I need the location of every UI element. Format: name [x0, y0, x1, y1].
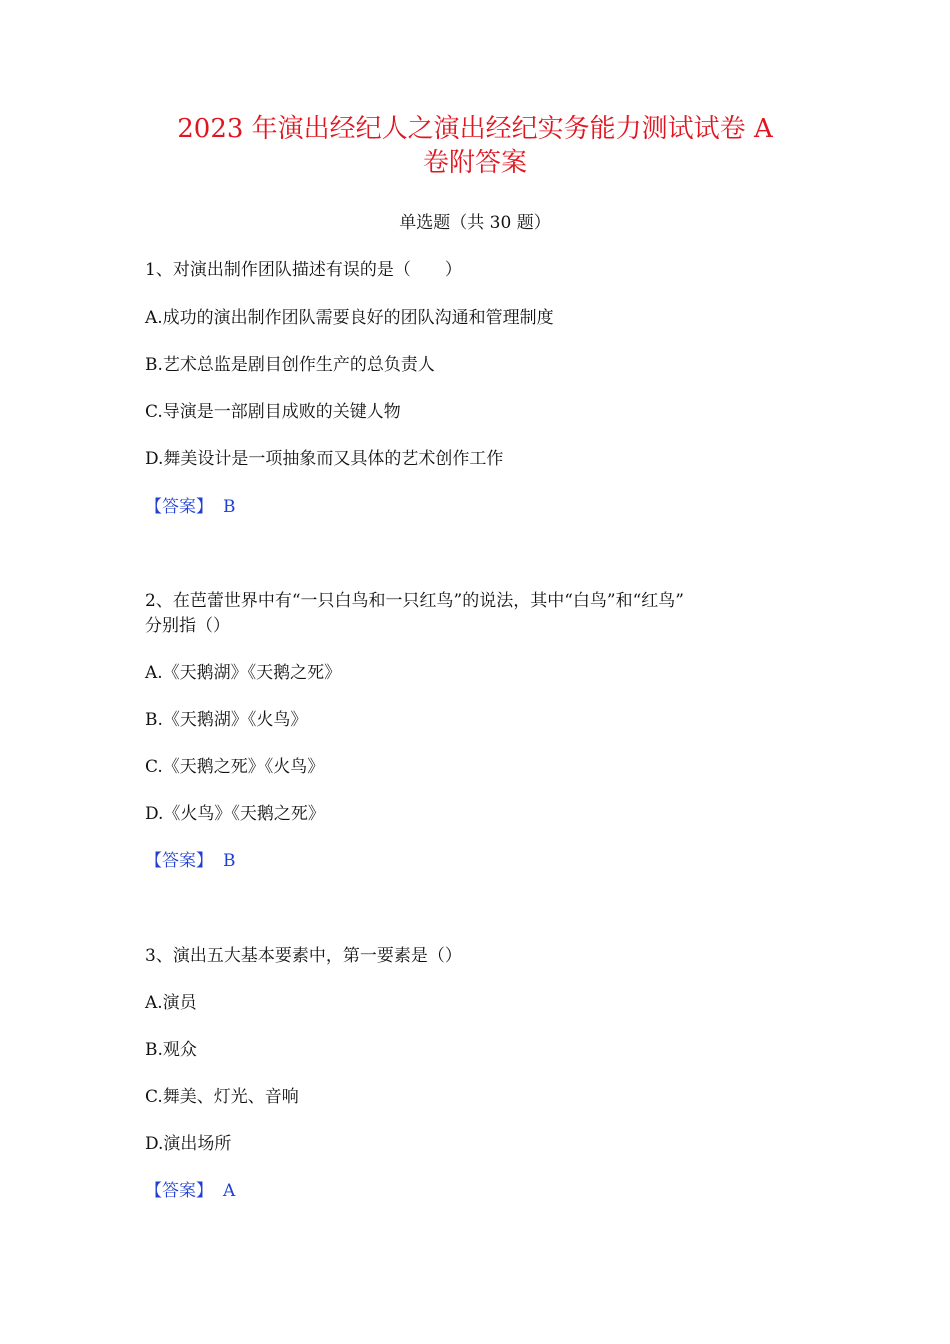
answer-label: 【答案】	[145, 497, 213, 517]
question-1-stem: 1、对演出制作团队描述有误的是（ ）	[145, 260, 462, 280]
question-1-answer	[145, 494, 236, 520]
question-2-stem: 2、在芭蕾世界中有“一只白鸟和一只红鸟”的说法，其中“白鸟”和“红鸟”	[145, 591, 684, 611]
answer-value: A	[223, 1181, 236, 1201]
question-3-option-a: A.演员	[145, 993, 197, 1013]
question-2-answer	[145, 848, 236, 874]
question-3-option-b: B.观众	[145, 1040, 197, 1060]
question-2-option-a: A.《天鹅湖》《天鹅之死》	[145, 663, 342, 683]
answer-label: 【答案】	[145, 1181, 213, 1201]
question-2-stem-continued: 分别指（）	[145, 616, 230, 636]
question-1-option-a: A.成功的演出制作团队需要良好的团队沟通和管理制度	[145, 308, 554, 328]
answer-label: 【答案】	[145, 851, 213, 871]
document-title-line-2: 卷附答案	[422, 148, 527, 178]
question-1-option-b: B.艺术总监是剧目创作生产的总负责人	[145, 355, 435, 375]
section-heading: 单选题（共 30 题）	[399, 213, 551, 233]
question-3-option-d: D.演出场所	[145, 1134, 232, 1154]
question-3-stem: 3、演出五大基本要素中，第一要素是（）	[145, 946, 462, 966]
question-2-option-c: C.《天鹅之死》《火鸟》	[145, 757, 325, 777]
question-1-option-c: C.导演是一部剧目成败的关键人物	[145, 402, 401, 422]
question-3-answer	[145, 1178, 235, 1204]
question-1-option-d: D.舞美设计是一项抽象而又具体的艺术创作工作	[145, 449, 504, 469]
question-2-option-d: D.《火鸟》《天鹅之死》	[145, 804, 325, 824]
answer-value: B	[223, 497, 236, 517]
document-title-line-1: 2023 年演出经纪人之演出经纪实务能力测试试卷 A	[177, 114, 773, 144]
answer-value: B	[223, 851, 236, 871]
question-3-option-c: C.舞美、灯光、音响	[145, 1087, 299, 1107]
question-2-option-b: B.《天鹅湖》《火鸟》	[145, 710, 308, 730]
